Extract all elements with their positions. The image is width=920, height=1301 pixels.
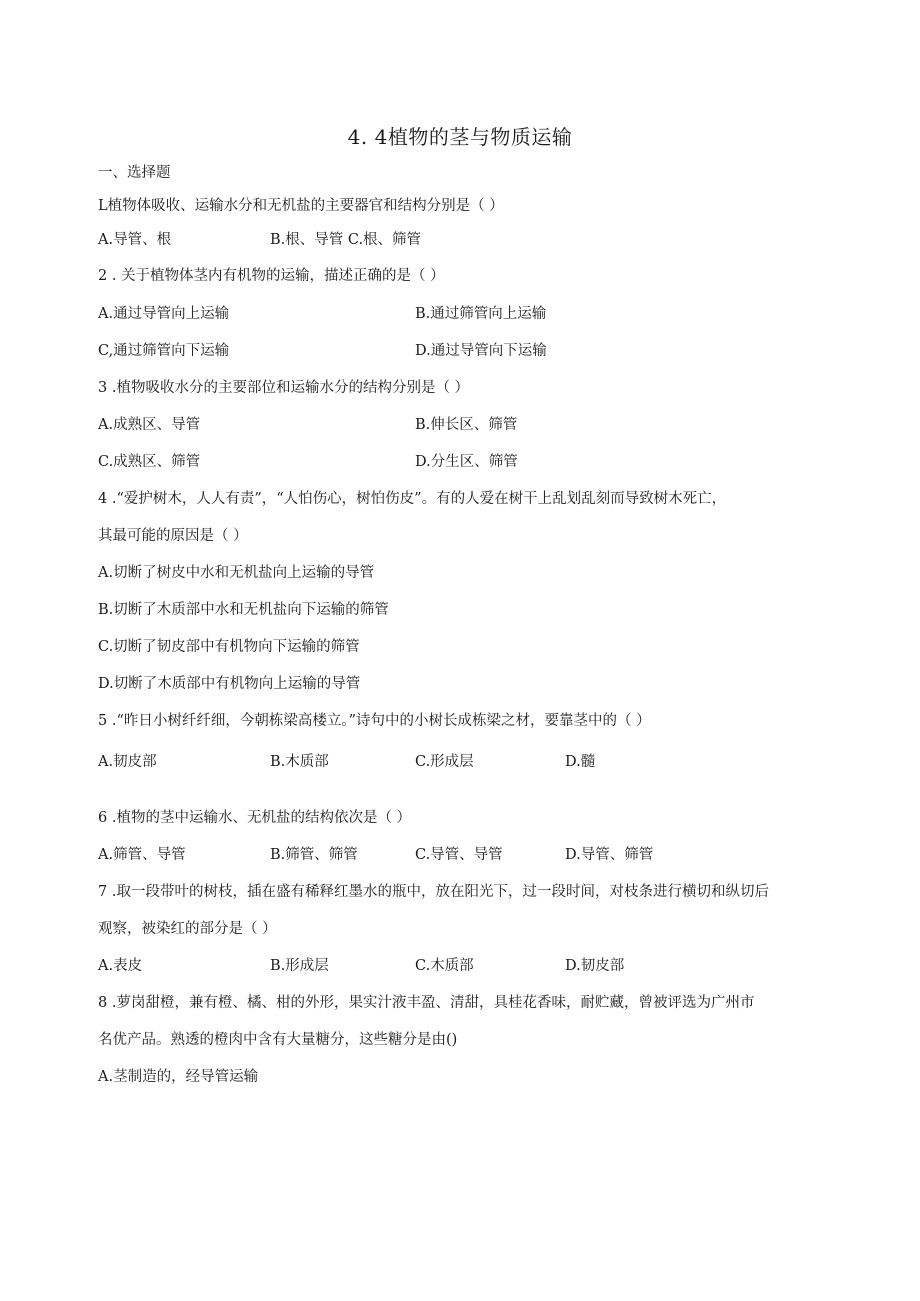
question-1-option-a: A.导管、根 bbox=[98, 232, 172, 248]
question-4-option-c: C.切断了韧皮部中有机物向下运输的筛管 bbox=[98, 639, 360, 655]
question-7-option-a: A.表皮 bbox=[98, 958, 143, 974]
question-1-stem: L植物体吸收、运输水分和无机盐的主要器官和结构分别是（ ） bbox=[98, 198, 504, 214]
question-4-option-d: D.切断了木质部中有机物向上运输的导管 bbox=[98, 676, 361, 692]
question-8-stem-line-2: 名优产品。熟透的橙肉中含有大量糖分，这些糖分是由() bbox=[98, 1032, 458, 1048]
question-5-stem: 5 .“昨日小树纤纤细，今朝栋梁高楼立。”诗句中的小树长成栋梁之材，要靠茎中的（ ） bbox=[98, 713, 651, 729]
question-6-option-d: D.导管、筛管 bbox=[565, 847, 654, 863]
question-6-option-c: C.导管、导管 bbox=[415, 847, 503, 863]
question-4-option-b: B.切断了木质部中水和无机盐向下运输的筛管 bbox=[98, 602, 389, 618]
question-5-option-b: B.木质部 bbox=[270, 754, 329, 770]
question-7-stem-line-1: 7 .取一段带叶的树枝，插在盛有稀释红墨水的瓶中，放在阳光下，过一段时间，对枝条进行横切和纵切后 bbox=[98, 884, 769, 900]
question-6-option-a: A.筛管、导管 bbox=[98, 847, 186, 863]
question-2-option-d: D.通过导管向下运输 bbox=[415, 343, 547, 359]
question-5-option-d: D.髓 bbox=[565, 754, 596, 770]
question-8-stem-line-1: 8 .萝岗甜橙，兼有橙、橘、柑的外形，果实汁液丰盈、清甜，具桂花香味，耐贮藏，曾被评选为广州市 bbox=[98, 995, 755, 1011]
question-4-option-a: A.切断了树皮中水和无机盐向上运输的导管 bbox=[98, 565, 375, 581]
question-6-option-b: B.筛管、筛管 bbox=[270, 847, 358, 863]
question-3-option-a: A.成熟区、导管 bbox=[98, 417, 201, 433]
question-4-stem-line-2: 其最可能的原因是（ ） bbox=[98, 528, 248, 544]
question-7-option-b: B.形成层 bbox=[270, 958, 329, 974]
question-3-stem: 3 .植物吸收水分的主要部位和运输水分的结构分别是（ ） bbox=[98, 380, 470, 396]
question-2-option-a: A.通过导管向上运输 bbox=[98, 306, 230, 322]
document-title: 4. 4植物的茎与物质运输 bbox=[347, 125, 573, 149]
question-3-option-c: C.成熟区、筛管 bbox=[98, 454, 201, 470]
question-3-option-b: B.伸长区、筛管 bbox=[415, 417, 518, 433]
question-5-option-a: A.韧皮部 bbox=[98, 754, 157, 770]
question-5-option-c: C.形成层 bbox=[415, 754, 474, 770]
question-2-stem: 2 . 关于植物体茎内有机物的运输，描述正确的是（ ） bbox=[98, 268, 445, 284]
section-heading: 一、选择题 bbox=[98, 165, 171, 181]
question-2-option-b: B.通过筛管向上运输 bbox=[415, 306, 547, 322]
question-3-option-d: D.分生区、筛管 bbox=[415, 454, 518, 470]
question-7-option-d: D.韧皮部 bbox=[565, 958, 625, 974]
question-2-option-c: C,通过筛管向下运输 bbox=[98, 343, 230, 359]
question-7-stem-line-2: 观察，被染红的部分是（ ） bbox=[98, 921, 277, 937]
question-4-stem-line-1: 4 .“爱护树木，人人有责”，“人怕伤心，树怕伤皮”。有的人爱在树干上乱划乱刻而导致树木死亡， bbox=[98, 491, 727, 507]
question-8-option-a: A.茎制造的，经导管运输 bbox=[98, 1069, 259, 1085]
question-7-option-c: C.木质部 bbox=[415, 958, 474, 974]
question-6-stem: 6 .植物的茎中运输水、无机盐的结构依次是（ ） bbox=[98, 810, 412, 826]
question-1-option-bc: B.根、导管 C.根、筛管 bbox=[270, 232, 422, 248]
